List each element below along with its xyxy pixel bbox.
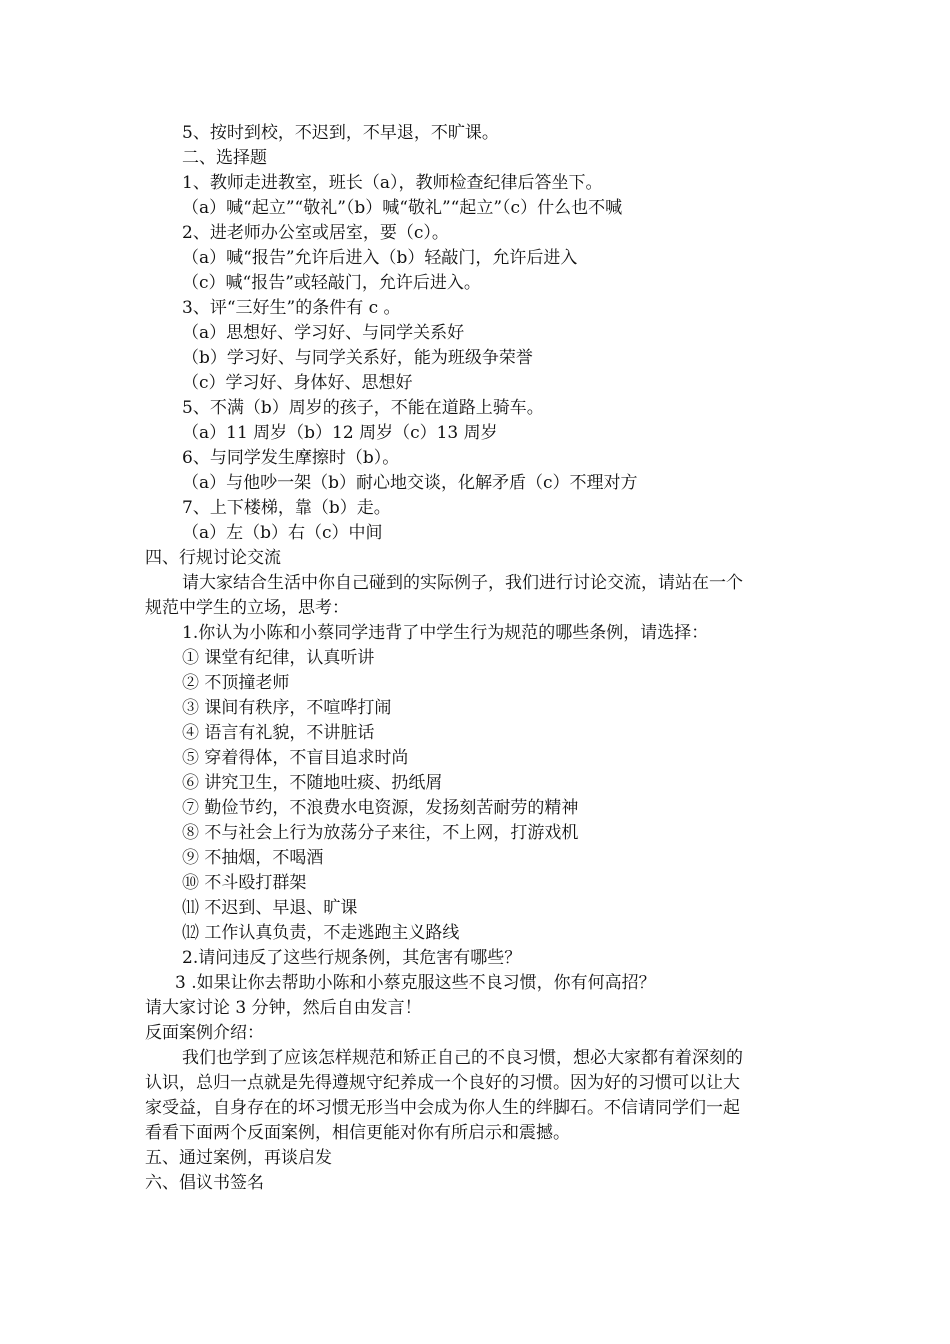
text-line: （b）学习好、与同学关系好，能为班级争荣誉 (182, 348, 533, 368)
text-line: 我们也学到了应该怎样规范和矫正自己的不良习惯，想必大家都有着深刻的 (182, 1048, 743, 1068)
text-line: （a）喊“报告”允许后进入（b）轻敲门，允许后进入 (182, 248, 578, 268)
text-line: （a）喊“起立”“敬礼”（b）喊“敬礼”“起立”（c）什么也不喊 (182, 198, 623, 218)
text-line: 1.你认为小陈和小蔡同学违背了中学生行为规范的哪些条例，请选择： (182, 623, 709, 643)
text-line: 3、评“三好生”的条件有 c 。 (182, 298, 401, 318)
text-line: ⑩ 不斗殴打群架 (182, 873, 307, 893)
text-line: 请大家讨论 3 分钟，然后自由发言！ (145, 998, 422, 1018)
text-line: ⑧ 不与社会上行为放荡分子来往，不上网，打游戏机 (182, 823, 579, 843)
text-line: ② 不顶撞老师 (182, 673, 290, 693)
text-line: 六、倡议书签名 (145, 1173, 264, 1193)
text-line: ⑿ 工作认真负责，不走逃跑主义路线 (182, 923, 460, 943)
text-line: ① 课堂有纪律，认真听讲 (182, 648, 375, 668)
text-line: （a）思想好、学习好、与同学关系好 (182, 323, 465, 343)
text-line: 看看下面两个反面案例，相信更能对你有所启示和震撼。 (145, 1123, 570, 1143)
text-line: 四、行规讨论交流 (145, 548, 281, 568)
text-line: ⑥ 讲究卫生，不随地吐痰、扔纸屑 (182, 773, 443, 793)
text-line: 1、教师走进教室，班长（a），教师检查纪律后答坐下。 (182, 173, 603, 193)
text-line: 反面案例介绍： (145, 1023, 264, 1043)
text-line: ⑦ 勤俭节约，不浪费水电资源，发扬刻苦耐劳的精神 (182, 798, 579, 818)
text-line: 家受益，自身存在的坏习惯无形当中会成为你人生的绊脚石。不信请同学们一起 (145, 1098, 740, 1118)
text-line: 7、上下楼梯，靠（b）走。 (182, 498, 391, 518)
text-line: 5、按时到校，不迟到，不早退，不旷课。 (182, 123, 499, 143)
text-line: 2、进老师办公室或居室，要（c）。 (182, 223, 449, 243)
text-line: 3 .如果让你去帮助小陈和小蔡克服这些不良习惯，你有何高招？ (175, 973, 656, 993)
text-line: 认识，总归一点就是先得遵规守纪养成一个良好的习惯。因为好的习惯可以让大 (145, 1073, 740, 1093)
text-line: （c）学习好、身体好、思想好 (182, 373, 413, 393)
text-line: ④ 语言有礼貌，不讲脏话 (182, 723, 375, 743)
text-line: （a）11 周岁（b）12 周岁（c）13 周岁 (182, 423, 498, 443)
text-line: （a）与他吵一架（b）耐心地交谈，化解矛盾（c）不理对方 (182, 473, 638, 493)
document-page (0, 121, 950, 1196)
text-line: ⑤ 穿着得体，不盲目追求时尚 (182, 748, 409, 768)
text-line: （c）喊“报告”或轻敲门，允许后进入。 (182, 273, 481, 293)
text-line: 2.请问违反了这些行规条例，其危害有哪些？ (182, 948, 522, 968)
text-line: 五、通过案例，再谈启发 (145, 1148, 332, 1168)
text-line: ③ 课间有秩序，不喧哗打闹 (182, 698, 392, 718)
text-line: ⑨ 不抽烟，不喝酒 (182, 848, 324, 868)
text-line: 6、与同学发生摩擦时（b）。 (182, 448, 400, 468)
text-line: 请大家结合生活中你自己碰到的实际例子，我们进行讨论交流，请站在一个 (182, 573, 743, 593)
text-line: （a）左（b）右（c）中间 (182, 523, 383, 543)
text-line: ⑾ 不迟到、早退、旷课 (182, 898, 358, 918)
text-line: 二、选择题 (182, 148, 267, 168)
text-line: 5、不满（b）周岁的孩子，不能在道路上骑车。 (182, 398, 544, 418)
text-line: 规范中学生的立场，思考： (145, 598, 349, 618)
